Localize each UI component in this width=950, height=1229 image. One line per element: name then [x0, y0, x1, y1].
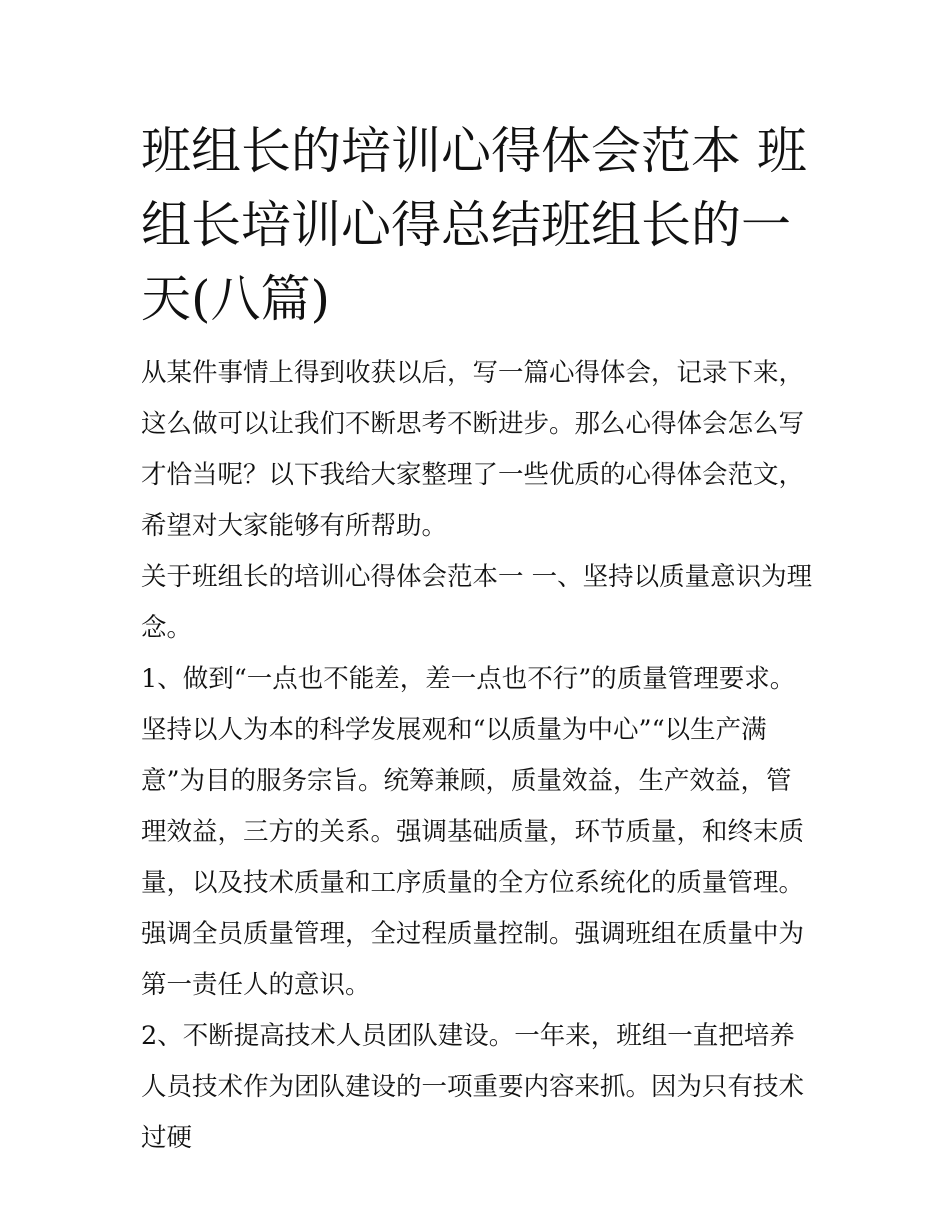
point-1-paragraph: 1、做到“一点也不能差，差一点也不行”的质量管理要求。坚持以人为本的科学发展观和“以质量为中心”“以生产满意”为目的服务宗旨。统筹兼顾，质量效益，生产效益，管理效益，三方的关系。强调基础质量，环节质量，和终末质量，以及技术质量和工序质量的全方位系统化的质量管理。强调全员质量管理，全过程质量控制。强调班组在质量中为第一责任人的意识。 [141, 664, 805, 1000]
document-title: 班组长的培训心得体会范本 班组长培训心得总结班组长的一天(八篇) [141, 122, 807, 328]
intro-paragraph: 从某件事情上得到收获以后，写一篇心得体会，记录下来，这么做可以让我们不断思考不断进步。那么心得体会怎么写才恰当呢？以下我给大家整理了一些优质的心得体会范文，希望对大家能够有所帮助。 [141, 358, 805, 541]
section-heading-paragraph: 关于班组长的培训心得体会范本一 一、坚持以质量意识为理念。 [141, 562, 813, 643]
point-2-paragraph: 2、不断提高技术人员团队建设。一年来，班组一直把培养人员技术作为团队建设的一项重要内容来抓。因为只有技术过硬 [141, 1021, 805, 1153]
document-body [141, 114, 813, 1164]
